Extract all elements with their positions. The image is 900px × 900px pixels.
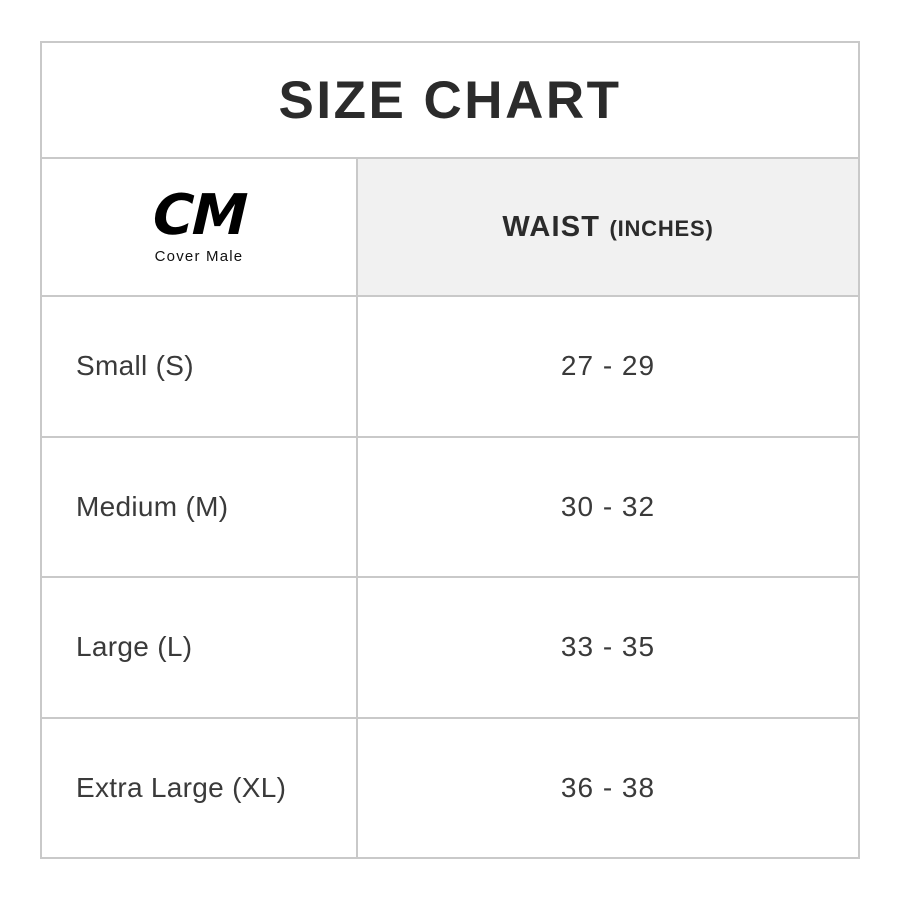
waist-cell xyxy=(358,297,858,436)
waist-header-label xyxy=(502,211,713,244)
size-label: Medium (M) xyxy=(76,490,229,522)
waist-header-cell xyxy=(358,159,858,295)
waist-value: 30 - 32 xyxy=(560,490,656,522)
size-cell xyxy=(42,578,358,717)
size-label: Small (S) xyxy=(76,350,194,382)
brand-logo xyxy=(76,182,356,266)
waist-value: 33 - 35 xyxy=(560,631,656,663)
brand-name: Cover Male xyxy=(154,248,244,266)
brand-logo-cell xyxy=(42,159,358,295)
waist-cell xyxy=(358,438,858,577)
size-label: Large (L) xyxy=(76,631,193,663)
size-label: Extra Large (XL) xyxy=(76,771,287,803)
waist-cell xyxy=(358,719,858,858)
table-row xyxy=(42,438,858,579)
waist-header-unit: (INCHES) xyxy=(609,215,714,241)
chart-title-row xyxy=(42,43,858,159)
page-title: SIZE CHART xyxy=(278,70,622,130)
waist-value: 27 - 29 xyxy=(560,350,656,382)
table-header-row xyxy=(42,159,858,297)
size-cell xyxy=(42,438,358,577)
table-row xyxy=(42,578,858,719)
cm-monogram-icon: CM xyxy=(151,182,247,248)
size-chart-table xyxy=(40,41,860,859)
waist-header-main: WAIST xyxy=(502,210,601,243)
size-cell xyxy=(42,719,358,858)
waist-cell xyxy=(358,578,858,717)
table-row xyxy=(42,719,858,858)
waist-value: 36 - 38 xyxy=(560,771,656,803)
size-cell xyxy=(42,297,358,436)
table-row xyxy=(42,297,858,438)
